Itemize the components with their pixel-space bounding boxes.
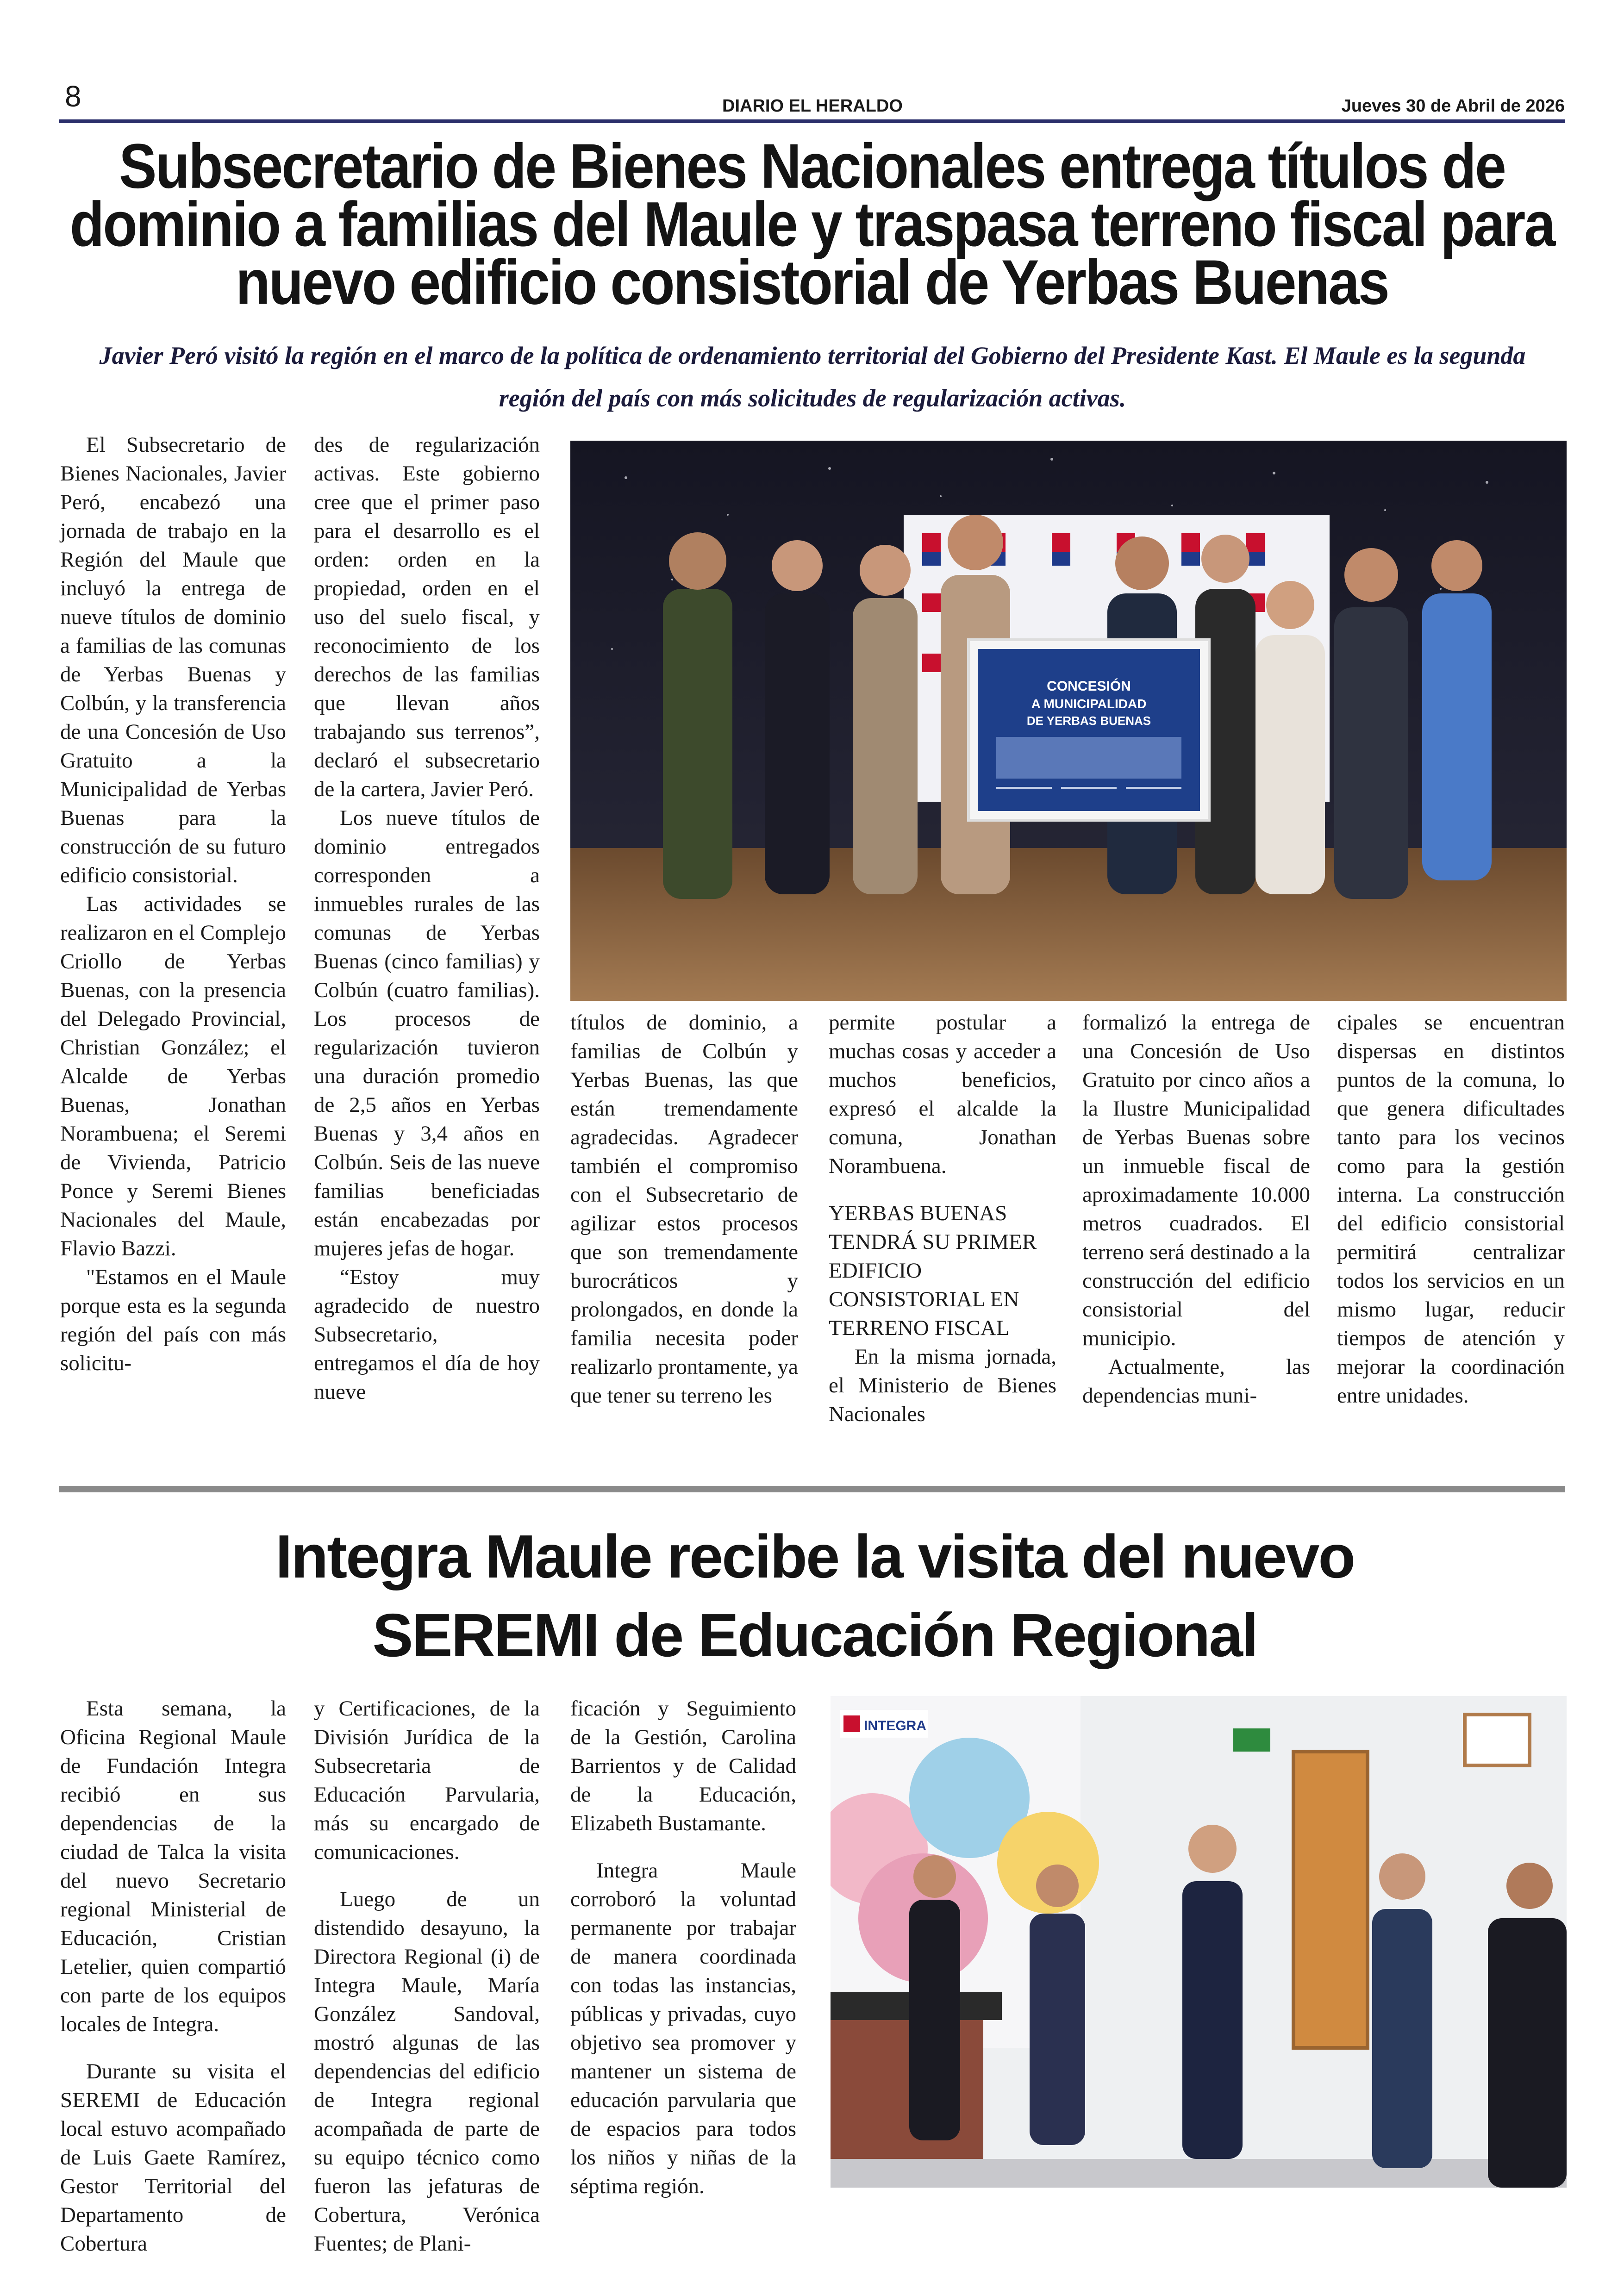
paragraph: permite postular a muchas cosas y acceder a muchos beneficios, expresó el alcalde la comuna, Jonathan Norambuena. <box>829 1010 1056 1178</box>
article2-column-1 <box>60 1694 286 2258</box>
paragraph: Las actividades se realizaron en el Complejo Criollo de Yerbas Buenas, con la presencia del Delegado Provincial, Christian González; el Alcalde de Yerbas Buenas, Jonathan Norambuena; el Seremi de Vivienda, Patricio Ponce y Seremi Bienes Nacionales del Maule, Flavio Bazzi. <box>60 892 286 1260</box>
integra-logo-text: INTEGRA <box>864 1718 926 1734</box>
paragraph: Luego de un distendido desayuno, la Directora Regional (i) de Integra Maule, María González Sandoval, mostró algunas de las dependencias del edificio de Integra regional acompañada de parte de su equipo técnico como fueron las jefaturas de Cobertura, Verónica Fuentes; de Plani- <box>314 1887 540 2256</box>
paragraph: Esta semana, la Oficina Regional Maule de Fundación Integra recibió en sus dependencias de la ciudad de Talca la visita del nuevo Secretario regional Ministerial de Educación, Cristian Letelier, quien compartió con parte de los equipos locales de Integra. <box>60 1696 286 2036</box>
paragraph: y Certificaciones, de la División Jurídica de la Subsecretaria de Educación Parvularia, más su encargado de comunicaciones. <box>314 1696 540 1864</box>
issue-date: Jueves 30 de Abril de 2026 <box>1341 96 1565 116</box>
article2-column-3 <box>570 1694 796 2201</box>
paragraph: cipales se encuentran dispersas en distintos puntos de la comuna, lo que genera dificultades tanto para los vecinos como para la gestión interna. La construcción del edificio consistorial permitirá centralizar todos los servicios en un mismo lugar, reducir tiempos de atención y mejorar la coordinación entre unidades. <box>1337 1010 1565 1408</box>
paragraph: El Subsecretario de Bienes Nacionales, Javier Peró, encabezó una jornada de trabajo en la Región del Maule que incluyó la entrega de nueve títulos de dominio a familias de las comunas de Yerbas Buenas y Colbún, y la transferencia de una Concesión de Uso Gratuito a la Municipalidad de Yerbas Buenas para la construcción de su futuro edificio consistorial. <box>60 433 286 887</box>
article2-headline: Integra Maule recibe la visita del nuevo SEREMI de Educación Regional <box>275 1522 1355 1669</box>
paragraph: des de regularización activas. Este gobierno cree que el primer paso para el desarrollo es el orden: orden en la propiedad, orden en el uso del suelo fiscal, y reconocimiento de los derechos de las familias que llevan años trabajando sus terrenos”, declaró el subsecretario de la cartera, Javier Peró. <box>314 433 540 801</box>
paragraph: ficación y Seguimiento de la Gestión, Carolina Barrientos y de Calidad de la Educación, Elizabeth Bustamante. <box>570 1696 796 1835</box>
article2-column-2 <box>314 1694 540 2258</box>
sign-title-1: CONCESIÓN <box>1047 679 1131 694</box>
subheading: YERBAS BUENAS TENDRÁ SU PRIMER EDIFICIO CONSISTORIAL EN TERRENO FISCAL <box>829 1201 1037 1340</box>
paragraph: “Estoy muy agradecido de nuestro Subsecretario, entregamos el día de hoy nueve <box>314 1265 540 1404</box>
article1-subheadline: Javier Peró visitó la región en el marco de la política de ordenamiento territorial del Gobierno del Presidente Kast. El Maule es la segunda región del país con más solicitudes de regularización activas. <box>99 342 1526 412</box>
sign-title-3: DE YERBAS BUENAS <box>1026 714 1151 728</box>
newspaper-name: DIARIO EL HERALDO <box>722 96 903 116</box>
paragraph: "Estamos en el Maule porque esta es la segunda región del país con más solicitu- <box>60 1265 286 1375</box>
sign-title-2: A MUNICIPALIDAD <box>1031 697 1147 711</box>
article1-column-1 <box>60 430 286 1378</box>
paragraph: Integra Maule corroboró la voluntad permanente por trabajar de manera coordinada con todas las instancias, públicas y privadas, cuyo objetivo sea promover y mantener un sistema de educación parvularia que de espacios para todos los niños y niñas de la séptima región. <box>570 1858 796 2198</box>
article1-column-2 <box>314 430 540 1406</box>
article1-headline: Subsecretario de Bienes Nacionales entrega títulos de dominio a familias del Maule y traspasa terreno fiscal para nuevo edificio consistorial de Yerbas Buenas <box>69 131 1555 318</box>
article-divider <box>59 1486 1565 1492</box>
page-number: 8 <box>65 80 81 113</box>
article1-column-6 <box>1337 1008 1565 1410</box>
header-rule <box>59 119 1565 123</box>
article1-column-3 <box>570 1008 798 1410</box>
article1-column-4 <box>829 1008 1056 1428</box>
paragraph: Actualmente, las dependencias muni- <box>1082 1355 1310 1408</box>
article1-photo <box>570 441 1567 1001</box>
paragraph: formalizó la entrega de una Concesión de Uso Gratuito por cinco años a la Ilustre Municipalidad de Yerbas Buenas sobre un inmueble fiscal de aproximadamente 10.000 metros cuadrados. El terreno será destinado a la construcción del edificio consistorial del municipio. <box>1082 1010 1310 1350</box>
article2-photo <box>831 1696 1567 2188</box>
paragraph: Durante su visita el SEREMI de Educación local estuvo acompañado de Luis Gaete Ramírez, Gestor Territorial del Departamento de Cobertura <box>60 2059 286 2256</box>
article1-column-5 <box>1082 1008 1310 1410</box>
paragraph: Los nueve títulos de dominio entregados corresponden a inmuebles rurales de las comunas de Yerbas Buenas (cinco familias) y Colbún (cuatro familias). Los procesos de regularización tuvieron una duración promedio de 2,5 años en Yerbas Buenas y 3,4 años en Colbún. Seis de las nueve familias beneficiadas están encabezadas por mujeres jefas de hogar. <box>314 806 540 1260</box>
paragraph: títulos de dominio, a familias de Colbún y Yerbas Buenas, las que están tremendamente agradecidas. Agradecer también el compromiso con el Subsecretario de agilizar estos procesos que son tremendamente burocráticos y prolongados, en donde la familia necesita poder realizarlo prontamente, ya que tener su terreno les <box>570 1010 798 1408</box>
paragraph: En la misma jornada, el Ministerio de Bienes Nacionales <box>829 1345 1056 1426</box>
